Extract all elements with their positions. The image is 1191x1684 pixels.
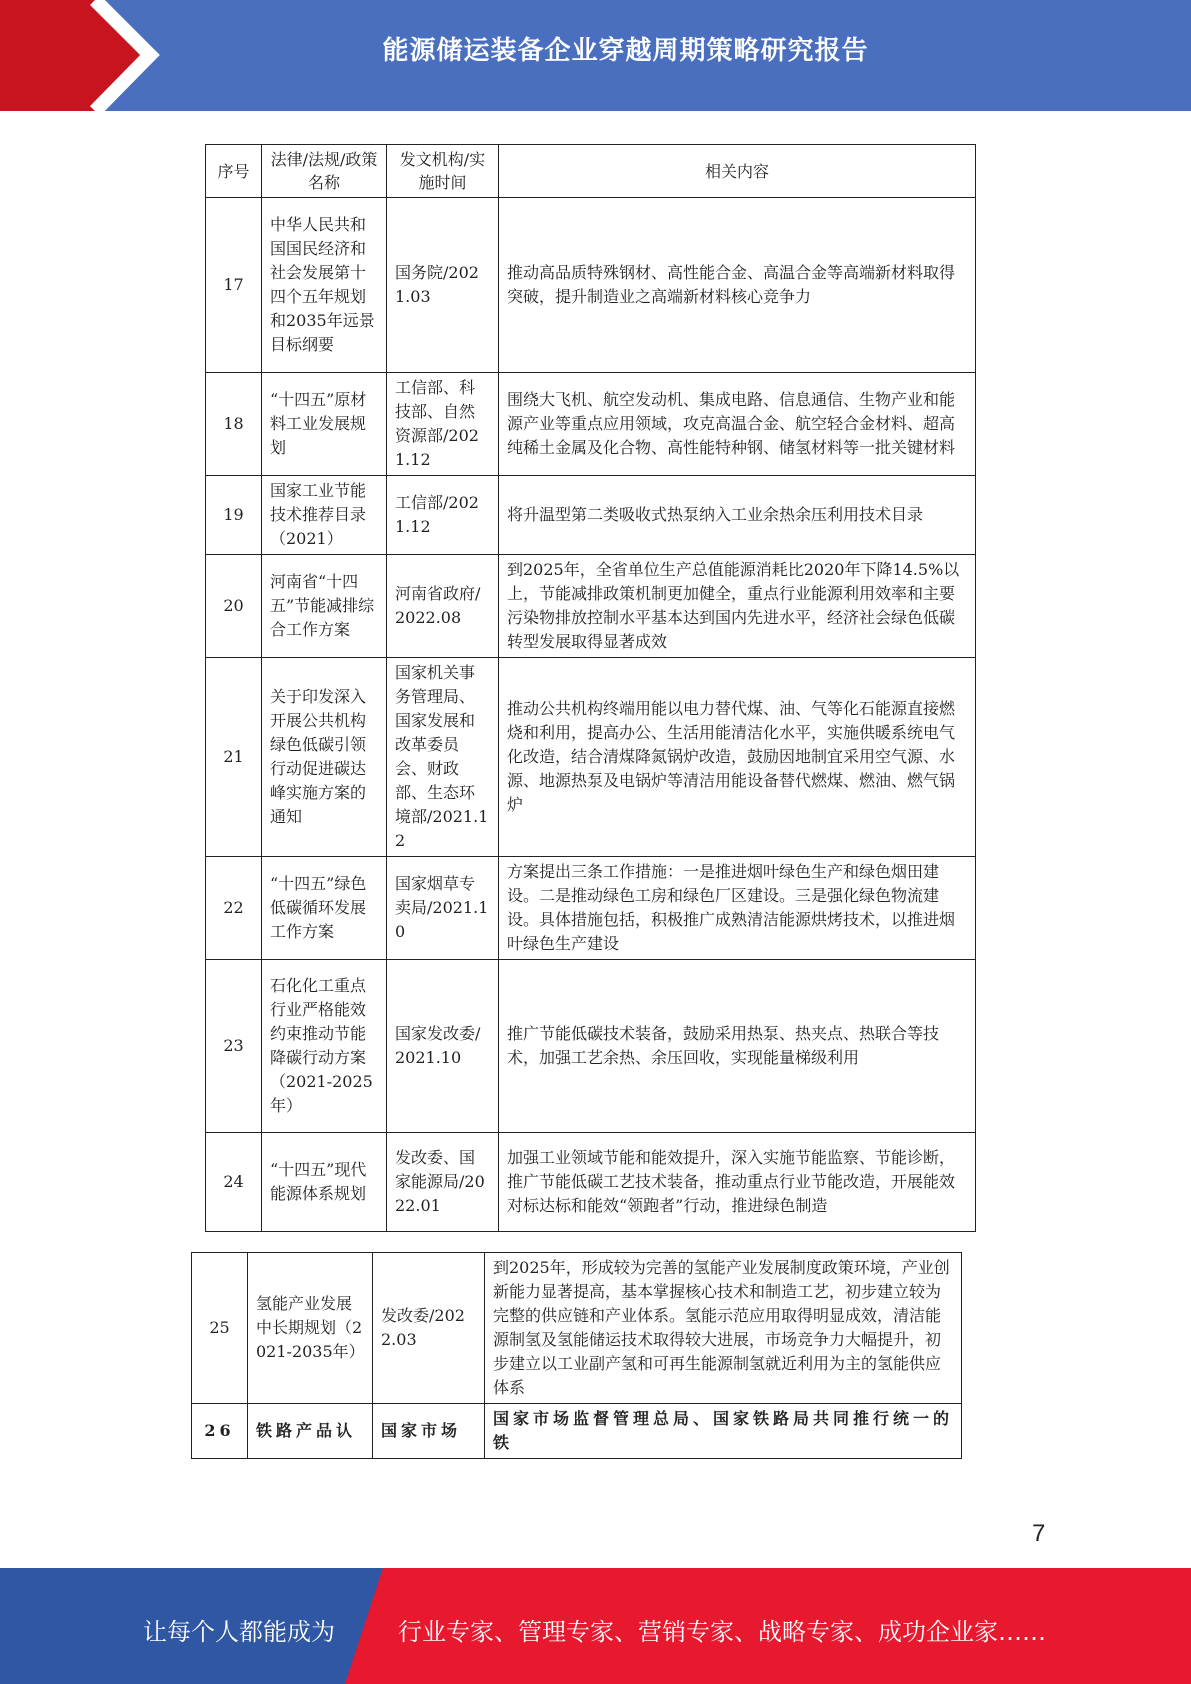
row-name: 国家工业节能技术推荐目录（2021） <box>262 476 387 555</box>
row-name: “十四五”原材料工业发展规划 <box>262 373 387 476</box>
row-name: 关于印发深入开展公共机构绿色低碳引领行动促进碳达峰实施方案的通知 <box>262 658 387 857</box>
row-org: 国家烟草专卖局/2021.10 <box>387 857 499 960</box>
regulations-table <box>205 144 976 1232</box>
table-row <box>206 555 976 658</box>
row-org: 发改委/2022.03 <box>373 1253 485 1404</box>
table-row <box>206 857 976 960</box>
row-no: 20 <box>206 555 262 658</box>
row-org: 国家机关事务管理局、国家发展和改革委员会、财政部、生态环境部/2021.12 <box>387 658 499 857</box>
header-no: 序号 <box>206 145 262 198</box>
row-name: 石化化工重点行业严格能效约束推动节能降碳行动方案（2021-2025年） <box>262 960 387 1133</box>
table-row <box>206 1133 976 1232</box>
table-row <box>206 198 976 373</box>
row-org: 国家发改委/2021.10 <box>387 960 499 1133</box>
table-row <box>206 476 976 555</box>
row-no: 17 <box>206 198 262 373</box>
table-row <box>192 1253 962 1404</box>
row-org: 国务院/2021.03 <box>387 198 499 373</box>
row-content: 方案提出三条工作措施：一是推进烟叶绿色生产和绿色烟田建设。二是推动绿色工房和绿色厂区建设。三是强化绿色物流建设。具体措施包括，积极推广成熟清洁能源烘烤技术，以推进烟叶绿色生产建设 <box>499 857 976 960</box>
row-content: 国家市场监督管理总局、国家铁路局共同推行统一的铁 <box>485 1404 962 1459</box>
row-no: 22 <box>206 857 262 960</box>
header-name: 法律/法规/政策名称 <box>262 145 387 198</box>
row-content: 到2025年，全省单位生产总值能源消耗比2020年下降14.5%以上，节能减排政策机制更加健全，重点行业能源利用效率和主要污染物排放控制水平基本达到国内先进水平，经济社会绿色低碳转型发展取得显著成效 <box>499 555 976 658</box>
header-org: 发文机构/实施时间 <box>387 145 499 198</box>
row-content: 推广节能低碳技术装备，鼓励采用热泵、热夹点、热联合等技术，加强工艺余热、余压回收，实现能量梯级利用 <box>499 960 976 1133</box>
row-org: 工信部、科技部、自然资源部/2021.12 <box>387 373 499 476</box>
row-content: 围绕大飞机、航空发动机、集成电路、信息通信、生物产业和能源产业等重点应用领域，攻克高温合金、航空轻合金材料、超高纯稀土金属及化合物、高性能特种钢、储氢材料等一批关键材料 <box>499 373 976 476</box>
row-no: 23 <box>206 960 262 1133</box>
row-name: “十四五”现代能源体系规划 <box>262 1133 387 1232</box>
row-content: 推动高品质特殊钢材、高性能合金、高温合金等高端新材料取得突破，提升制造业之高端新材料核心竞争力 <box>499 198 976 373</box>
row-no: 25 <box>192 1253 248 1404</box>
row-name: 河南省“十四五”节能减排综合工作方案 <box>262 555 387 658</box>
footer-slogan-left: 让每个人都能成为 <box>143 1618 335 1646</box>
row-name: 中华人民共和国国民经济和社会发展第十四个五年规划和2035年远景目标纲要 <box>262 198 387 373</box>
page-number: 7 <box>1032 1520 1046 1547</box>
row-org: 工信部/2021.12 <box>387 476 499 555</box>
table-row <box>206 960 976 1133</box>
row-org: 发改委、国家能源局/2022.01 <box>387 1133 499 1232</box>
row-no: 21 <box>206 658 262 857</box>
row-name: 铁路产品认 <box>248 1404 373 1459</box>
row-org: 国家市场 <box>373 1404 485 1459</box>
regulations-table-continued <box>191 1252 962 1459</box>
table-header-row <box>206 145 976 198</box>
row-content: 将升温型第二类吸收式热泵纳入工业余热余压利用技术目录 <box>499 476 976 555</box>
footer-slogan-right: 行业专家、管理专家、营销专家、战略专家、成功企业家…… <box>398 1618 1046 1646</box>
row-content: 到2025年，形成较为完善的氢能产业发展制度政策环境，产业创新能力显著提高，基本掌握核心技术和制造工艺，初步建立较为完整的供应链和产业体系。氢能示范应用取得明显成效，清洁能源制氢及氢能储运技术取得较大进展，市场竞争力大幅提升，初步建立以工业副产氢和可再生能源制氢就近利用为主的氢能供应体系 <box>485 1253 962 1404</box>
row-content: 推动公共机构终端用能以电力替代煤、油、气等化石能源直接燃烧和利用，提高办公、生活用能清洁化水平，实施供暖系统电气化改造，结合清煤降氮锅炉改造，鼓励因地制宜采用空气源、水源、地源热泵及电锅炉等清洁用能设备替代燃煤、燃油、燃气锅炉 <box>499 658 976 857</box>
page-footer <box>0 1568 1191 1684</box>
page-header <box>0 0 1191 111</box>
table-row <box>206 658 976 857</box>
row-name: “十四五”绿色低碳循环发展工作方案 <box>262 857 387 960</box>
row-org: 河南省政府/2022.08 <box>387 555 499 658</box>
row-content: 加强工业领域节能和能效提升，深入实施节能监察、节能诊断，推广节能低碳工艺技术装备，推动重点行业节能改造，开展能效对标达标和能效“领跑者”行动，推进绿色制造 <box>499 1133 976 1232</box>
header-content: 相关内容 <box>499 145 976 198</box>
row-no: 26 <box>192 1404 248 1459</box>
table-row <box>192 1404 962 1459</box>
row-name: 氢能产业发展中长期规划（2021-2035年） <box>248 1253 373 1404</box>
table-row <box>206 373 976 476</box>
row-no: 24 <box>206 1133 262 1232</box>
report-title: 能源储运装备企业穿越周期策略研究报告 <box>382 36 869 66</box>
row-no: 19 <box>206 476 262 555</box>
row-no: 18 <box>206 373 262 476</box>
